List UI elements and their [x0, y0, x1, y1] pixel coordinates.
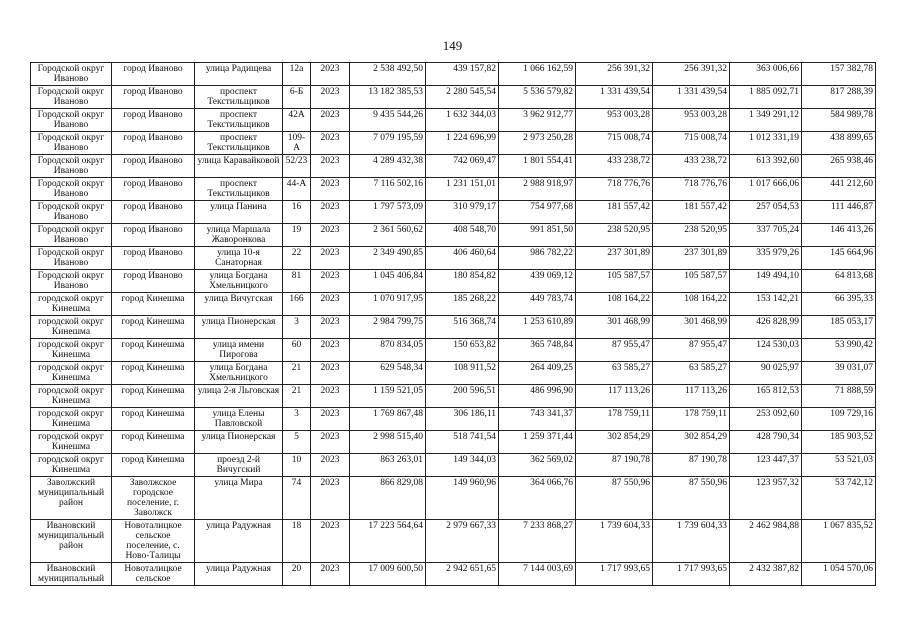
year-cell: 2023 — [311, 270, 350, 293]
amount-cell: 306 186,11 — [426, 408, 499, 431]
house-number-cell: 44-А — [283, 178, 311, 201]
settlement-cell: город Иваново — [112, 201, 195, 224]
amount-cell: 109 729,16 — [802, 408, 876, 431]
street-cell: улица Елены Павловской — [195, 408, 283, 431]
table-row — [31, 293, 876, 316]
total-cost-cell: 870 834,05 — [350, 339, 426, 362]
house-number-cell: 109-А — [283, 132, 311, 155]
amount-cell: 362 569,02 — [499, 454, 576, 477]
table-row — [31, 339, 876, 362]
amount-cell: 1 054 570,06 — [802, 563, 876, 586]
total-cost-cell: 863 263,01 — [350, 454, 426, 477]
amount-cell: 584 989,78 — [802, 109, 876, 132]
street-cell: улица имени Пирогова — [195, 339, 283, 362]
street-cell: улица Каравайковой — [195, 155, 283, 178]
municipality-cell: Городской округ Иваново — [31, 63, 112, 86]
municipality-cell: городской округ Кинешма — [31, 454, 112, 477]
amount-cell: 180 854,82 — [426, 270, 499, 293]
amount-cell: 150 653,82 — [426, 339, 499, 362]
amount-cell: 7 233 868,27 — [499, 520, 576, 563]
amount-cell: 302 854,29 — [653, 431, 730, 454]
municipality-cell: Заволжский муниципальный район — [31, 477, 112, 520]
amount-cell: 87 550,96 — [576, 477, 653, 520]
total-cost-cell: 7 079 195,59 — [350, 132, 426, 155]
amount-cell: 302 854,29 — [576, 431, 653, 454]
amount-cell: 742 069,47 — [426, 155, 499, 178]
table-row — [31, 86, 876, 109]
amount-cell: 1 739 604,33 — [576, 520, 653, 563]
table-row — [31, 270, 876, 293]
amount-cell: 439 069,12 — [499, 270, 576, 293]
municipality-cell: Городской округ Иваново — [31, 247, 112, 270]
amount-cell: 1 349 291,12 — [730, 109, 802, 132]
amount-cell: 265 938,46 — [802, 155, 876, 178]
house-number-cell: 6-Б — [283, 86, 311, 109]
house-number-cell: 18 — [283, 520, 311, 563]
amount-cell: 1 801 554,41 — [499, 155, 576, 178]
amount-cell: 145 664,96 — [802, 247, 876, 270]
amount-cell: 1 885 092,71 — [730, 86, 802, 109]
street-cell: улица Пионерская — [195, 431, 283, 454]
amount-cell: 149 960,96 — [426, 477, 499, 520]
total-cost-cell: 13 182 385,53 — [350, 86, 426, 109]
settlement-cell: город Иваново — [112, 109, 195, 132]
amount-cell: 53 990,42 — [802, 339, 876, 362]
amount-cell: 715 008,74 — [576, 132, 653, 155]
amount-cell: 2 973 250,28 — [499, 132, 576, 155]
table-row — [31, 431, 876, 454]
amount-cell: 87 190,78 — [653, 454, 730, 477]
year-cell: 2023 — [311, 431, 350, 454]
amount-cell: 185 268,22 — [426, 293, 499, 316]
amount-cell: 743 341,37 — [499, 408, 576, 431]
amount-cell: 1 017 666,06 — [730, 178, 802, 201]
settlement-cell: город Кинешма — [112, 385, 195, 408]
amount-cell: 518 741,54 — [426, 431, 499, 454]
amount-cell: 153 142,21 — [730, 293, 802, 316]
street-cell: проспект Текстильщиков — [195, 86, 283, 109]
amount-cell: 117 113,26 — [653, 385, 730, 408]
amount-cell: 2 462 984,88 — [730, 520, 802, 563]
amount-cell: 2 432 387,82 — [730, 563, 802, 586]
municipality-cell: Городской округ Иваново — [31, 86, 112, 109]
amount-cell: 2 942 651,65 — [426, 563, 499, 586]
amount-cell: 613 392,60 — [730, 155, 802, 178]
amount-cell: 87 955,47 — [576, 339, 653, 362]
amount-cell: 238 520,95 — [653, 224, 730, 247]
amount-cell: 87 190,78 — [576, 454, 653, 477]
table-body — [31, 63, 876, 586]
amount-cell: 3 962 912,77 — [499, 109, 576, 132]
municipality-cell: Ивановский муниципальный район — [31, 520, 112, 563]
settlement-cell: город Иваново — [112, 132, 195, 155]
street-cell: улица Панина — [195, 201, 283, 224]
street-cell: проспект Текстильщиков — [195, 109, 283, 132]
amount-cell: 1 331 439,54 — [576, 86, 653, 109]
year-cell: 2023 — [311, 293, 350, 316]
amount-cell: 953 003,28 — [576, 109, 653, 132]
total-cost-cell: 2 984 799,75 — [350, 316, 426, 339]
amount-cell: 718 776,76 — [653, 178, 730, 201]
amount-cell: 105 587,57 — [653, 270, 730, 293]
amount-cell: 439 157,82 — [426, 63, 499, 86]
amount-cell: 441 212,60 — [802, 178, 876, 201]
amount-cell: 2 280 545,54 — [426, 86, 499, 109]
settlement-cell: город Иваново — [112, 86, 195, 109]
year-cell: 2023 — [311, 454, 350, 477]
year-cell: 2023 — [311, 155, 350, 178]
table-row — [31, 201, 876, 224]
settlement-cell: город Кинешма — [112, 454, 195, 477]
year-cell: 2023 — [311, 520, 350, 563]
year-cell: 2023 — [311, 201, 350, 224]
amount-cell: 123 447,37 — [730, 454, 802, 477]
amount-cell: 87 550,96 — [653, 477, 730, 520]
amount-cell: 1 231 151,01 — [426, 178, 499, 201]
amount-cell: 185 053,17 — [802, 316, 876, 339]
table-row — [31, 362, 876, 385]
amount-cell: 253 092,60 — [730, 408, 802, 431]
total-cost-cell: 2 349 490,85 — [350, 247, 426, 270]
year-cell: 2023 — [311, 132, 350, 155]
table-row — [31, 563, 876, 586]
amount-cell: 516 368,74 — [426, 316, 499, 339]
amount-cell: 237 301,89 — [576, 247, 653, 270]
amount-cell: 1 259 371,44 — [499, 431, 576, 454]
amount-cell: 39 031,07 — [802, 362, 876, 385]
municipality-cell: Городской округ Иваново — [31, 132, 112, 155]
amount-cell: 365 748,84 — [499, 339, 576, 362]
amount-cell: 111 446,87 — [802, 201, 876, 224]
municipality-cell: городской округ Кинешма — [31, 362, 112, 385]
amount-cell: 301 468,99 — [653, 316, 730, 339]
amount-cell: 1 066 162,59 — [499, 63, 576, 86]
amount-cell: 237 301,89 — [653, 247, 730, 270]
street-cell: улица 2-я Льговская — [195, 385, 283, 408]
year-cell: 2023 — [311, 178, 350, 201]
municipality-cell: Городской округ Иваново — [31, 109, 112, 132]
table-row — [31, 454, 876, 477]
amount-cell: 200 596,51 — [426, 385, 499, 408]
amount-cell: 754 977,68 — [499, 201, 576, 224]
total-cost-cell: 2 361 560,62 — [350, 224, 426, 247]
amount-cell: 178 759,11 — [576, 408, 653, 431]
amount-cell: 63 585,27 — [653, 362, 730, 385]
year-cell: 2023 — [311, 477, 350, 520]
municipality-cell: городской округ Кинешма — [31, 339, 112, 362]
street-cell: проезд 2-й Вичугский — [195, 454, 283, 477]
amount-cell: 301 468,99 — [576, 316, 653, 339]
amount-cell: 181 557,42 — [653, 201, 730, 224]
house-number-cell: 3 — [283, 316, 311, 339]
municipality-cell: Городской округ Иваново — [31, 201, 112, 224]
settlement-cell: Новоталицкое сельское — [112, 563, 195, 586]
amount-cell: 335 979,26 — [730, 247, 802, 270]
municipality-cell: Городской округ Иваново — [31, 155, 112, 178]
municipality-cell: городской округ Кинешма — [31, 385, 112, 408]
house-number-cell: 60 — [283, 339, 311, 362]
total-cost-cell: 17 223 564,64 — [350, 520, 426, 563]
amount-cell: 1 717 993,65 — [653, 563, 730, 586]
municipality-cell: Городской округ Иваново — [31, 224, 112, 247]
amount-cell: 1 253 610,89 — [499, 316, 576, 339]
house-number-cell: 166 — [283, 293, 311, 316]
street-cell: улица Пионерская — [195, 316, 283, 339]
amount-cell: 53 521,03 — [802, 454, 876, 477]
amount-cell: 363 006,66 — [730, 63, 802, 86]
amount-cell: 108 164,22 — [576, 293, 653, 316]
amount-cell: 1 331 439,54 — [653, 86, 730, 109]
house-number-cell: 42А — [283, 109, 311, 132]
total-cost-cell: 1 769 867,48 — [350, 408, 426, 431]
house-number-cell: 21 — [283, 362, 311, 385]
table-row — [31, 247, 876, 270]
amount-cell: 63 585,27 — [576, 362, 653, 385]
amount-cell: 408 548,70 — [426, 224, 499, 247]
amount-cell: 7 144 003,69 — [499, 563, 576, 586]
year-cell: 2023 — [311, 408, 350, 431]
amount-cell: 5 536 579,82 — [499, 86, 576, 109]
settlement-cell: город Иваново — [112, 270, 195, 293]
amount-cell: 117 113,26 — [576, 385, 653, 408]
table-row — [31, 316, 876, 339]
street-cell: улица Богдана Хмельницкого — [195, 362, 283, 385]
page-number: 149 — [442, 38, 463, 53]
total-cost-cell: 7 116 502,16 — [350, 178, 426, 201]
amount-cell: 87 955,47 — [653, 339, 730, 362]
street-cell: улица Радужная — [195, 563, 283, 586]
municipality-cell: городской округ Кинешма — [31, 293, 112, 316]
amount-cell: 433 238,72 — [576, 155, 653, 178]
street-cell: улица Вичугская — [195, 293, 283, 316]
amount-cell: 406 460,64 — [426, 247, 499, 270]
amount-cell: 149 344,03 — [426, 454, 499, 477]
total-cost-cell: 2 998 515,40 — [350, 431, 426, 454]
street-cell: проспект Текстильщиков — [195, 178, 283, 201]
amount-cell: 66 395,33 — [802, 293, 876, 316]
street-cell: улица 10-я Санаторная — [195, 247, 283, 270]
house-number-cell: 22 — [283, 247, 311, 270]
amount-cell: 181 557,42 — [576, 201, 653, 224]
house-number-cell: 21 — [283, 385, 311, 408]
amount-cell: 64 813,68 — [802, 270, 876, 293]
amount-cell: 991 851,50 — [499, 224, 576, 247]
amount-cell: 124 530,03 — [730, 339, 802, 362]
year-cell: 2023 — [311, 316, 350, 339]
total-cost-cell: 1 070 917,95 — [350, 293, 426, 316]
year-cell: 2023 — [311, 563, 350, 586]
amount-cell: 264 409,25 — [499, 362, 576, 385]
settlement-cell: Заволжское городское поселение, г. Заволжск — [112, 477, 195, 520]
amount-cell: 986 782,22 — [499, 247, 576, 270]
amount-cell: 108 911,52 — [426, 362, 499, 385]
amount-cell: 149 494,10 — [730, 270, 802, 293]
year-cell: 2023 — [311, 86, 350, 109]
amount-cell: 123 957,32 — [730, 477, 802, 520]
municipality-cell: Ивановский муниципальный — [31, 563, 112, 586]
municipality-cell: Городской округ Иваново — [31, 270, 112, 293]
table-row — [31, 224, 876, 247]
total-cost-cell: 1 045 406,84 — [350, 270, 426, 293]
amount-cell: 90 025,97 — [730, 362, 802, 385]
total-cost-cell: 2 538 492,50 — [350, 63, 426, 86]
house-number-cell: 3 — [283, 408, 311, 431]
amount-cell: 449 783,74 — [499, 293, 576, 316]
amount-cell: 256 391,32 — [576, 63, 653, 86]
house-number-cell: 52/23 — [283, 155, 311, 178]
table-row — [31, 109, 876, 132]
amount-cell: 2 988 918,97 — [499, 178, 576, 201]
amount-cell: 185 903,52 — [802, 431, 876, 454]
settlement-cell: город Кинешма — [112, 293, 195, 316]
total-cost-cell: 1 159 521,05 — [350, 385, 426, 408]
amount-cell: 426 828,99 — [730, 316, 802, 339]
data-table — [30, 62, 876, 586]
house-number-cell: 16 — [283, 201, 311, 224]
amount-cell: 817 288,39 — [802, 86, 876, 109]
year-cell: 2023 — [311, 385, 350, 408]
total-cost-cell: 17 009 600,50 — [350, 563, 426, 586]
house-number-cell: 20 — [283, 563, 311, 586]
settlement-cell: Новоталицкое сельское поселение, с. Ново-Талицы — [112, 520, 195, 563]
settlement-cell: город Кинешма — [112, 362, 195, 385]
amount-cell: 238 520,95 — [576, 224, 653, 247]
table-row — [31, 477, 876, 520]
amount-cell: 105 587,57 — [576, 270, 653, 293]
amount-cell: 1 739 604,33 — [653, 520, 730, 563]
amount-cell: 438 899,65 — [802, 132, 876, 155]
year-cell: 2023 — [311, 362, 350, 385]
amount-cell: 146 413,26 — [802, 224, 876, 247]
street-cell: улица Богдана Хмельницкого — [195, 270, 283, 293]
amount-cell: 71 888,59 — [802, 385, 876, 408]
amount-cell: 1 012 331,19 — [730, 132, 802, 155]
house-number-cell: 81 — [283, 270, 311, 293]
amount-cell: 953 003,28 — [653, 109, 730, 132]
house-number-cell: 5 — [283, 431, 311, 454]
year-cell: 2023 — [311, 109, 350, 132]
amount-cell: 428 790,34 — [730, 431, 802, 454]
table-row — [31, 63, 876, 86]
amount-cell: 178 759,11 — [653, 408, 730, 431]
street-cell: улица Мира — [195, 477, 283, 520]
table-row — [31, 385, 876, 408]
amount-cell: 718 776,76 — [576, 178, 653, 201]
table-row — [31, 520, 876, 563]
amount-cell: 53 742,12 — [802, 477, 876, 520]
amount-cell: 310 979,17 — [426, 201, 499, 224]
settlement-cell: город Иваново — [112, 63, 195, 86]
municipality-cell: городской округ Кинешма — [31, 316, 112, 339]
settlement-cell: город Кинешма — [112, 316, 195, 339]
settlement-cell: город Иваново — [112, 178, 195, 201]
table-row — [31, 155, 876, 178]
amount-cell: 2 979 667,33 — [426, 520, 499, 563]
settlement-cell: город Кинешма — [112, 408, 195, 431]
amount-cell: 486 996,90 — [499, 385, 576, 408]
amount-cell: 1 224 696,99 — [426, 132, 499, 155]
amount-cell: 165 812,53 — [730, 385, 802, 408]
amount-cell: 337 705,24 — [730, 224, 802, 247]
year-cell: 2023 — [311, 63, 350, 86]
house-number-cell: 74 — [283, 477, 311, 520]
amount-cell: 1 717 993,65 — [576, 563, 653, 586]
table-row — [31, 408, 876, 431]
street-cell: проспект Текстильщиков — [195, 132, 283, 155]
table-row — [31, 178, 876, 201]
amount-cell: 364 066,76 — [499, 477, 576, 520]
street-cell: улица Радужная — [195, 520, 283, 563]
municipality-cell: городской округ Кинешма — [31, 431, 112, 454]
amount-cell: 157 382,78 — [802, 63, 876, 86]
amount-cell: 433 238,72 — [653, 155, 730, 178]
house-number-cell: 10 — [283, 454, 311, 477]
street-cell: улица Радищева — [195, 63, 283, 86]
total-cost-cell: 629 548,34 — [350, 362, 426, 385]
year-cell: 2023 — [311, 247, 350, 270]
amount-cell: 715 008,74 — [653, 132, 730, 155]
year-cell: 2023 — [311, 224, 350, 247]
total-cost-cell: 866 829,08 — [350, 477, 426, 520]
street-cell: улица Маршала Жаворонкова — [195, 224, 283, 247]
municipality-cell: Городской округ Иваново — [31, 178, 112, 201]
amount-cell: 108 164,22 — [653, 293, 730, 316]
settlement-cell: город Кинешма — [112, 339, 195, 362]
table-row — [31, 132, 876, 155]
total-cost-cell: 4 289 432,38 — [350, 155, 426, 178]
amount-cell: 1 067 835,52 — [802, 520, 876, 563]
house-number-cell: 12а — [283, 63, 311, 86]
settlement-cell: город Иваново — [112, 247, 195, 270]
amount-cell: 1 632 344,03 — [426, 109, 499, 132]
amount-cell: 257 054,53 — [730, 201, 802, 224]
house-number-cell: 19 — [283, 224, 311, 247]
settlement-cell: город Кинешма — [112, 431, 195, 454]
municipality-cell: городской округ Кинешма — [31, 408, 112, 431]
settlement-cell: город Иваново — [112, 224, 195, 247]
total-cost-cell: 9 435 544,26 — [350, 109, 426, 132]
amount-cell: 256 391,32 — [653, 63, 730, 86]
total-cost-cell: 1 797 573,09 — [350, 201, 426, 224]
year-cell: 2023 — [311, 339, 350, 362]
settlement-cell: город Иваново — [112, 155, 195, 178]
